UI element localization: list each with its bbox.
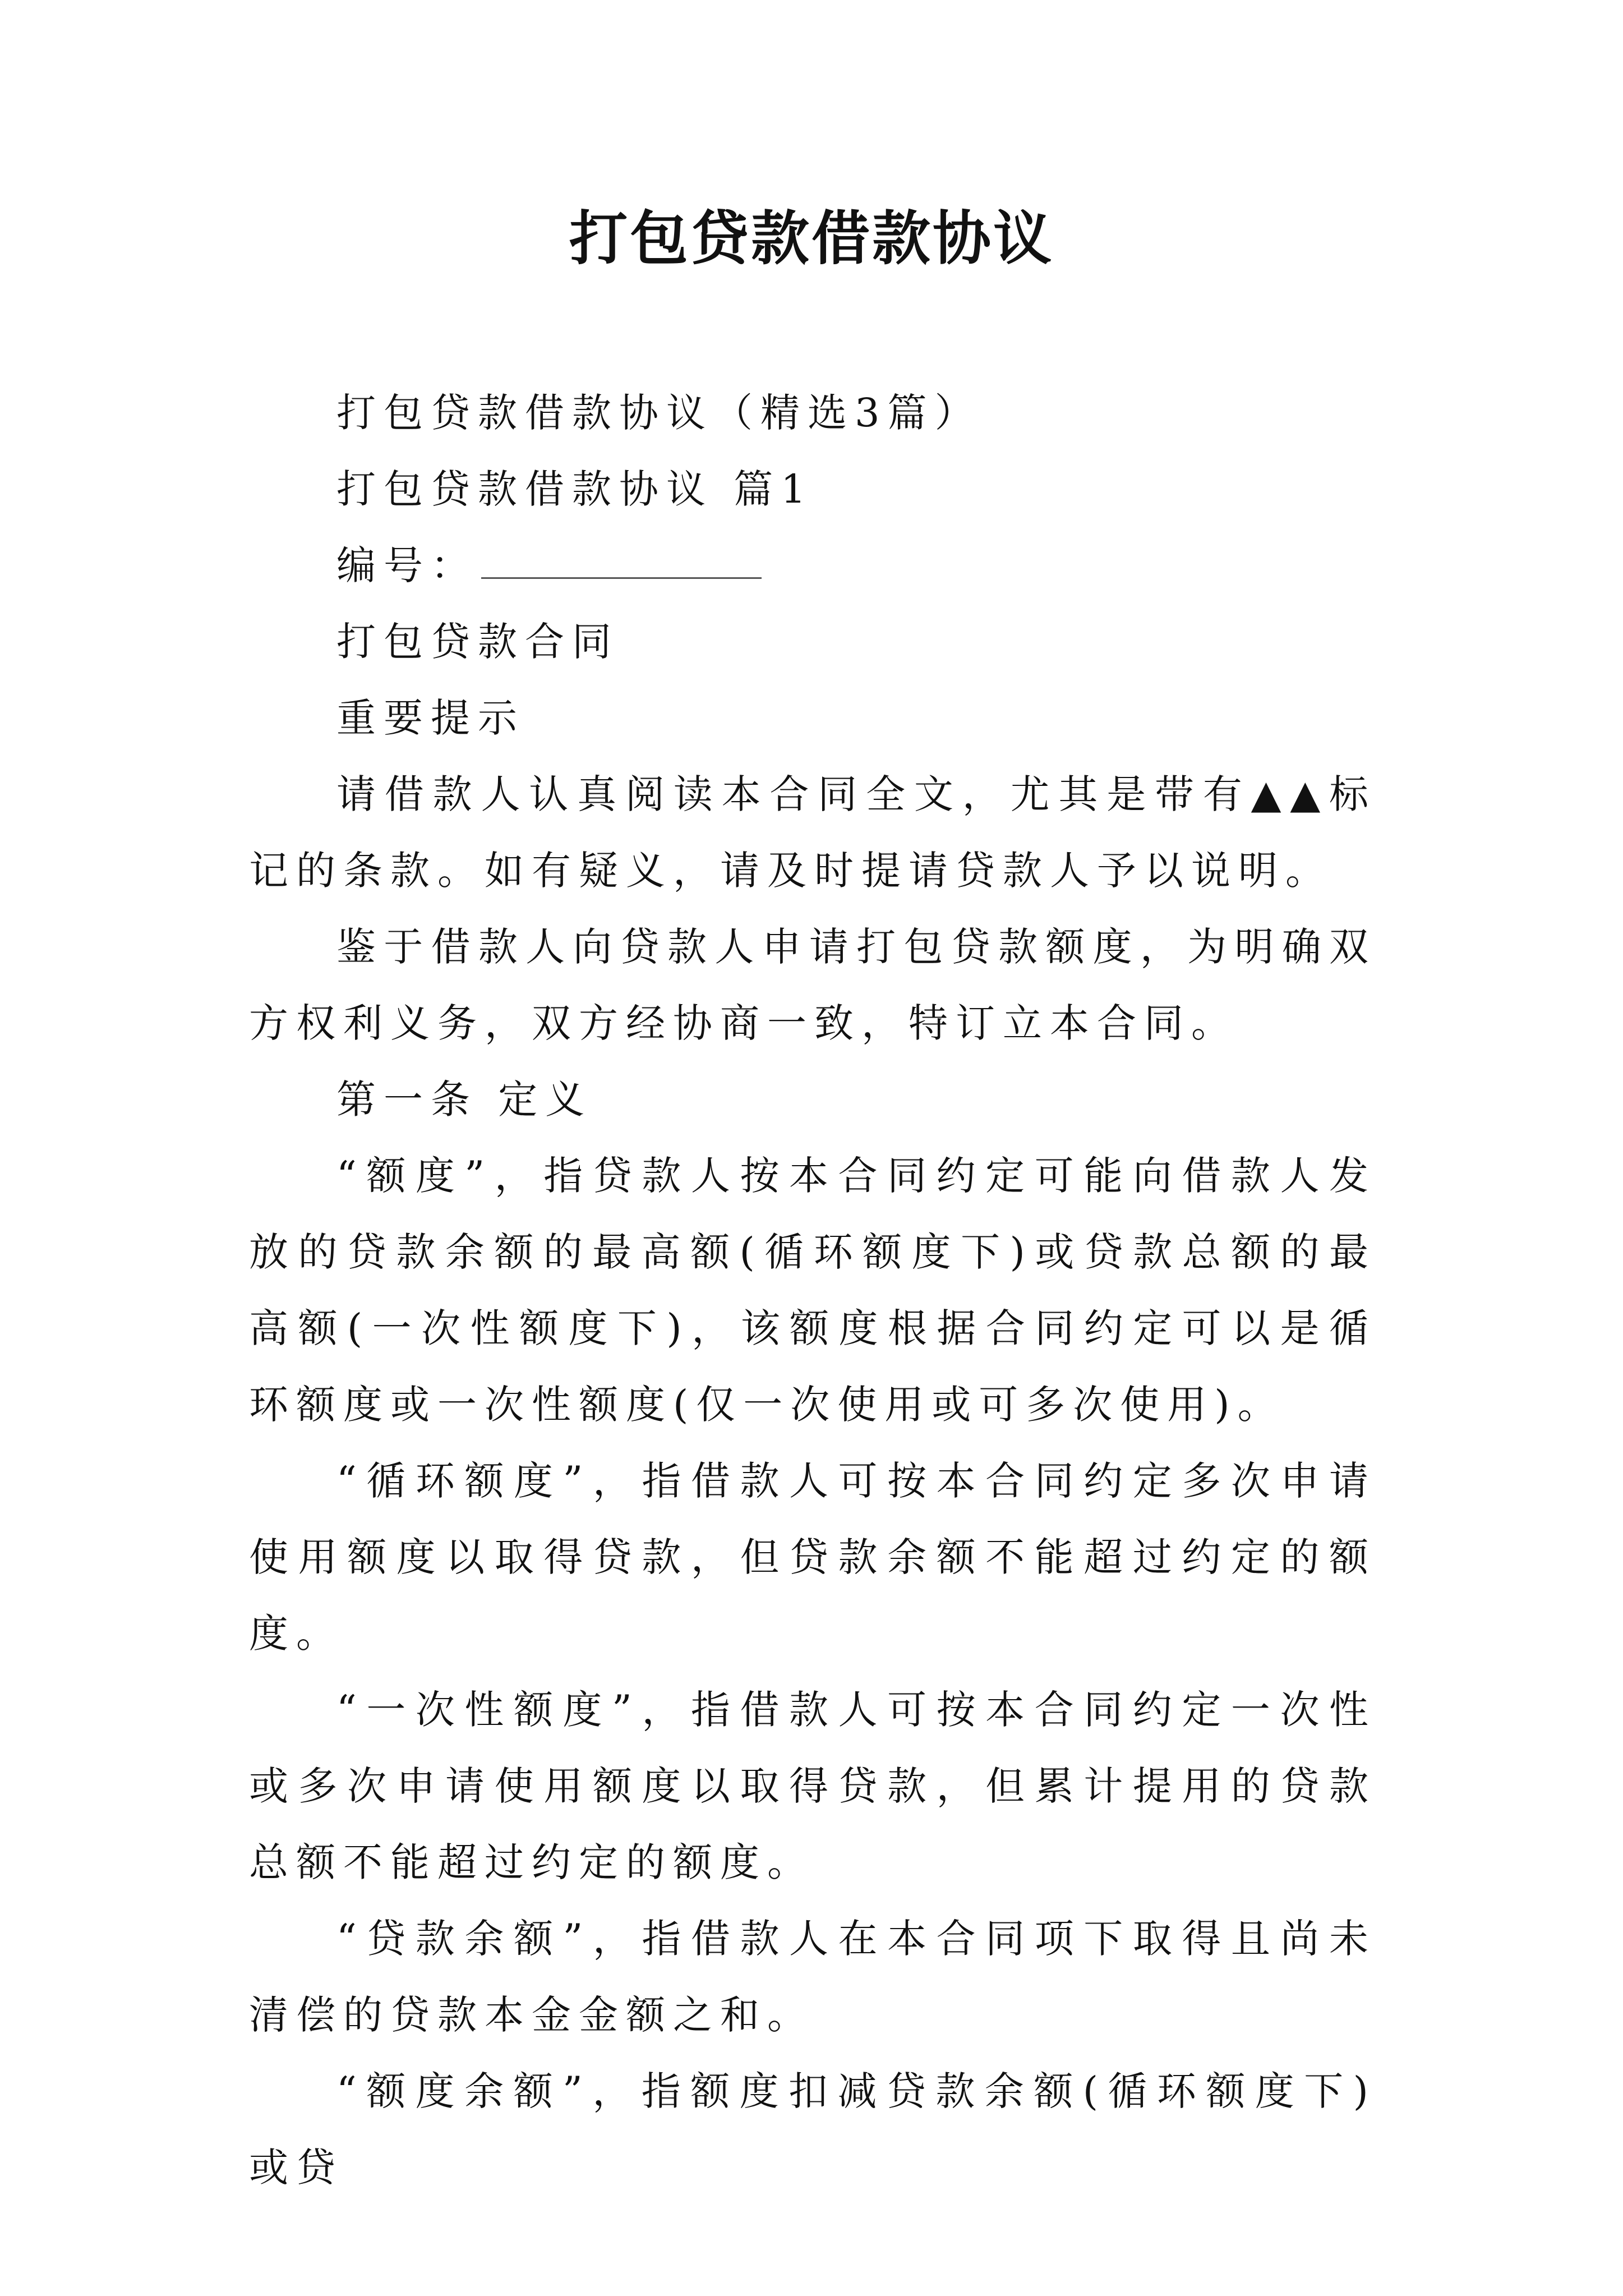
- number-blank-line: [481, 542, 762, 579]
- paragraph-preamble: 鉴于借款人向贷款人申请打包贷款额度，为明确双方权利义务，双方经协商一致，特订立本合同。: [249, 924, 1376, 1046]
- paragraph-contract-name: 打包贷款合同: [336, 619, 619, 665]
- paragraph-notice-text: 请借款人认真阅读本合同全文，尤其是带有▲▲标记的条款。如有疑义，请及时提请贷款人予以说明。: [249, 771, 1376, 894]
- document-body: [249, 375, 1376, 2206]
- paragraph-definition-loan-balance: “贷款余额”，指借款人在本合同项下取得且尚未清偿的贷款本金金额之和。: [249, 1916, 1376, 2038]
- number-label: 编号：: [336, 542, 478, 588]
- paragraph-number-line: [249, 527, 1376, 604]
- paragraph-definition-revolving: “循环额度”，指借款人可按本合同约定多次申请使用额度以取得贷款，但贷款余额不能超过约定的额度。: [249, 1458, 1376, 1657]
- paragraph-definition-limit: “额度”，指贷款人按本合同约定可能向借款人发放的贷款余额的最高额(循环额度下)或贷款总额的最高额(一次性额度下)，该额度根据合同约定可以是循环额度或一次性额度(仅一次使用或可多次使用)。: [249, 1153, 1376, 1428]
- paragraph-subtitle: 打包贷款借款协议（精选3篇）: [336, 390, 982, 436]
- paragraph-definition-one-time: “一次性额度”，指借款人可按本合同约定一次性或多次申请使用额度以取得贷款，但累计提用的贷款总额不能超过约定的额度。: [249, 1687, 1376, 1885]
- paragraph-important-notice: 重要提示: [336, 695, 525, 741]
- paragraph-definition-limit-balance: “额度余额”，指额度扣减贷款余额(循环额度下)或贷: [249, 2068, 1376, 2191]
- document-title: 打包贷款借款协议: [569, 204, 1054, 273]
- paragraph-article-1-heading: 第一条 定义: [336, 1076, 593, 1122]
- paragraph-section-heading: 打包贷款借款协议 篇1: [336, 466, 814, 512]
